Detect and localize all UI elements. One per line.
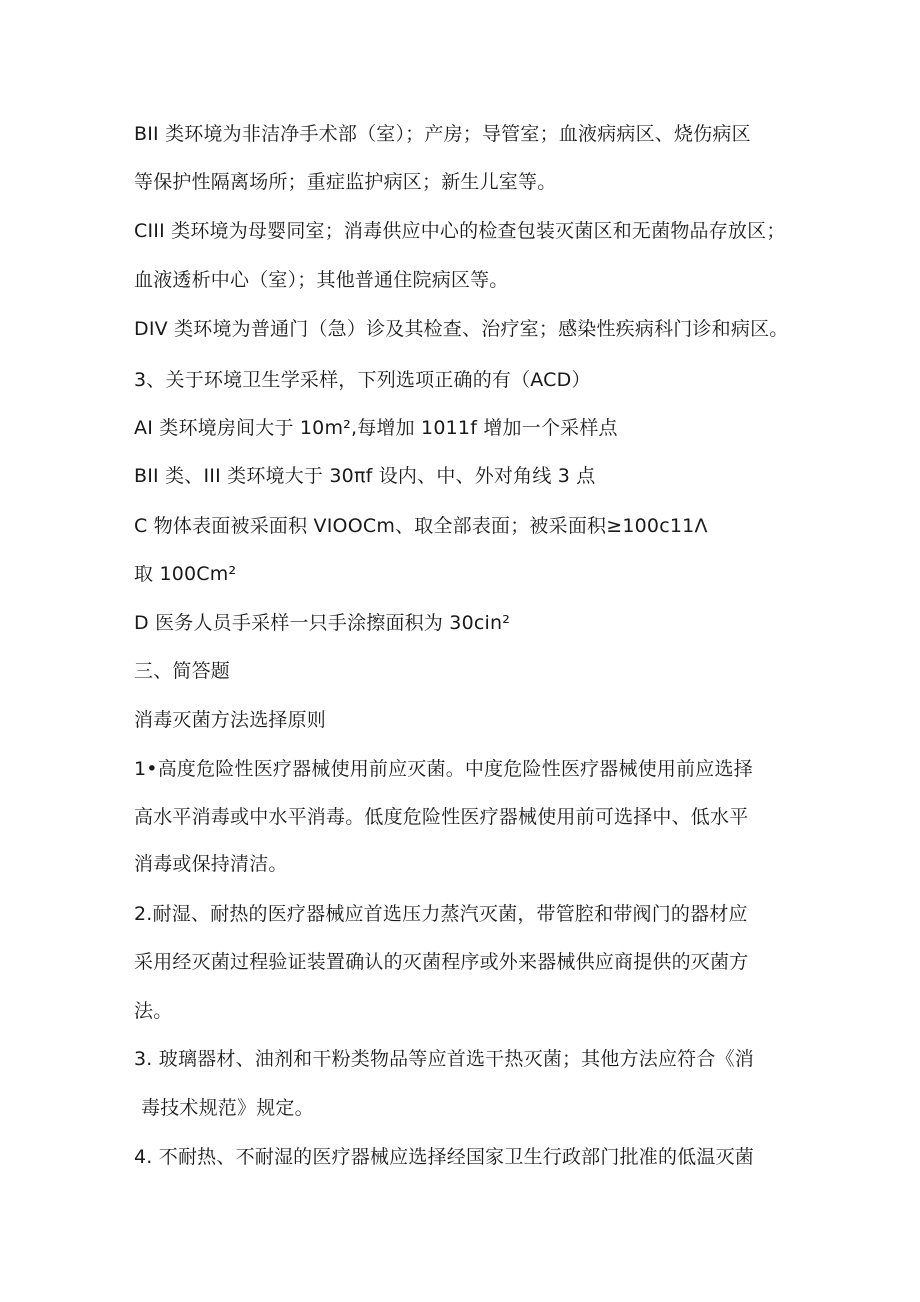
option-a: AI 类环境房间大于 10m²,每增加 1011f 增加一个采样点 <box>134 417 618 439</box>
option-b: BII 类、III 类环境大于 30πf 设内、中、外对角线 3 点 <box>134 465 596 487</box>
text-line: DIV 类环境为普通门（急）诊及其检查、治疗室；感染性疾病科门诊和病区。 <box>134 318 789 340</box>
option-c: C 物体表面被采面积 VIOOCm、取全部表面；被采面积≥100c11Λ <box>134 515 708 537</box>
text-line: 毒技术规范》规定。 <box>141 1097 314 1119</box>
text-line: CIII 类环境为母婴同室；消毒供应中心的检查包装灭菌区和无菌物品存放区； <box>134 220 786 242</box>
question-heading: 3、关于环境卫生学采样，下列选项正确的有（ACD） <box>134 369 591 391</box>
option-d: D 医务人员手采样一只手涂擦面积为 30cin² <box>134 612 511 634</box>
section-heading: 三、简答题 <box>134 660 231 682</box>
text-line: 2.耐湿、耐热的医疗器械应首选压力蒸汽灭菌，带管腔和带阀门的器材应 <box>134 903 748 925</box>
text-line: BII 类环境为非洁净手术部（室）；产房；导管室；血液病病区、烧伤病区 <box>134 123 751 145</box>
text-line: 等保护性隔离场所；重症监护病区；新生儿室等。 <box>134 171 557 193</box>
text-line: 法。 <box>134 1000 173 1022</box>
text-line: 4. 不耐热、不耐湿的医疗器械应选择经国家卫生行政部门批准的低温灭菌 <box>134 1146 754 1168</box>
text-line: 1•高度危险性医疗器械使用前应灭菌。中度危险性医疗器械使用前应选择 <box>134 758 753 780</box>
subsection-title: 消毒灭菌方法选择原则 <box>134 709 327 731</box>
text-line: 消毒或保持清洁。 <box>134 853 288 875</box>
text-line: 采用经灭菌过程验证装置确认的灭菌程序或外来器械供应商提供的灭菌方 <box>134 951 749 973</box>
text-line: 3. 玻璃器材、油剂和干粉类物品等应首选干热灭菌；其他方法应符合《消 <box>134 1048 754 1070</box>
text-line: 高水平消毒或中水平消毒。低度危险性医疗器械使用前可选择中、低水平 <box>134 806 749 828</box>
text-line: 血液透析中心（室）；其他普通住院病区等。 <box>134 269 509 291</box>
option-c-continued: 取 100Cm² <box>134 563 237 585</box>
